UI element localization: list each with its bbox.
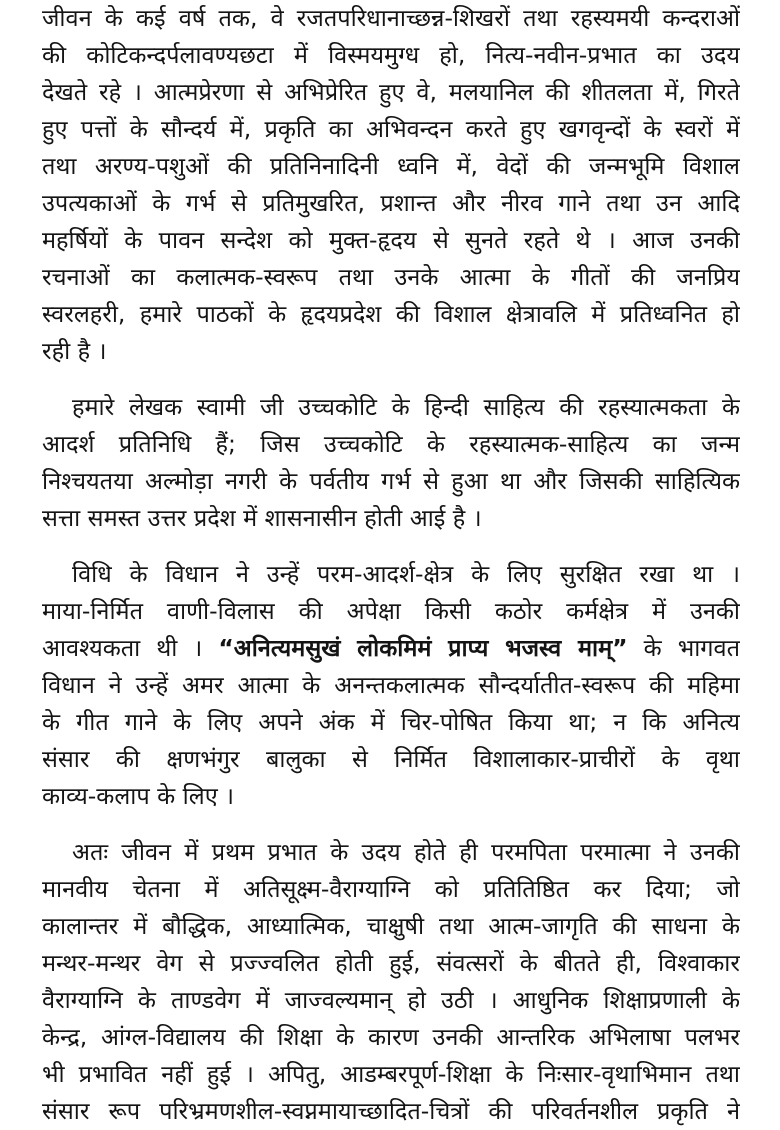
paragraph-gap xyxy=(42,537,740,556)
text-line: संसार रूप परिभ्रमणशील-स्वप्नमायाच्छादित-चित्रों की परिवर्तनशील प्रकृति ने xyxy=(42,1097,740,1125)
text-line: के गीत गाने के लिए अपने अंक में चिर-पोषित किया था; न कि अनित्य xyxy=(42,708,740,736)
paragraph-gap xyxy=(42,815,740,834)
text-line: काव्य-कलाप के लिए । xyxy=(42,782,235,810)
paragraph-3 xyxy=(42,556,740,815)
text-line: देखते रहे । आत्मप्रेरणा से अभिप्रेरित हुए वे, मलयानिल की शीतलता में, गिरते xyxy=(42,78,740,106)
text-line: उपत्यकाओं के गर्भ से प्रतिमुखरित, प्रशान्त और नीरव गाने तथा उन आदि xyxy=(42,189,740,217)
text-line: केन्द्र, आंग्ल-विद्यालय की शिक्षा के कारण उनकी आन्तरिक अभिलाषा पलभर xyxy=(42,1023,740,1051)
text-line: वैराग्याग्नि के ताण्डवेग में जाज्वल्यमान् हो उठी । आधुनिक शिक्षाप्रणाली के xyxy=(42,986,740,1014)
text-line: महर्षियों के पावन सन्देश को मुक्त-हृदय से सुनते रहते थे । आज उनकी xyxy=(42,226,740,254)
text-line: जीवन के कई वर्ष तक, वे रजतपरिधानाच्छन्न-शिखरों तथा रहस्यमयी कन्दराओं xyxy=(42,4,740,32)
text-line-with-quote xyxy=(42,630,740,667)
text-line: निश्चयतया अल्मोड़ा नगरी के पर्वतीय गर्भ से हुआ था और जिसकी साहित्यिक xyxy=(42,467,740,495)
paragraph-4 xyxy=(42,834,740,1130)
text-line: मानवीय चेतना में अतिसूक्ष्म-वैराग्याग्नि को प्रतितिष्ठित कर दिया; जो xyxy=(42,875,740,903)
text-line: माया-निर्मित वाणी-विलास की अपेक्षा किसी कठोर कर्मक्षेत्र में उनकी xyxy=(42,597,740,625)
text-line: की कोटिकन्दर्पलावण्यछटा में विस्मयमुग्ध हो, नित्य-नवीन-प्रभात का उदय xyxy=(42,41,740,69)
text-line: आदर्श प्रतिनिधि हैं; जिस उच्चकोटि के रहस्यात्मक-साहित्य का जन्म xyxy=(42,430,740,458)
text-line: संसार की क्षणभंगुर बालुका से निर्मित विशालाकार-प्राचीरों के वृथा xyxy=(42,745,740,773)
text-line: भी प्रभावित नहीं हुई । अपितु, आडम्बरपूर्ण-शिक्षा के निःसार-वृथाभिमान तथा xyxy=(42,1060,740,1088)
paragraph-2 xyxy=(42,389,740,537)
text-line: विधि के विधान ने उन्हें परम-आदर्श-क्षेत्र के लिए सुरक्षित रखा था । xyxy=(72,560,740,588)
text-line: सत्ता समस्त उत्तर प्रदेश में शासनासीन होती आई है । xyxy=(42,504,482,532)
text-line: अतः जीवन में प्रथम प्रभात के उदय होते ही परमपिता परमात्मा ने उनकी xyxy=(72,838,740,866)
paragraph-1 xyxy=(42,0,740,370)
text-line: स्वरलहरी, हमारे पाठकों के हृदयप्रदेश की विशाल क्षेत्रावलि में प्रतिध्वनित हो xyxy=(42,300,740,328)
text-line: हमारे लेखक स्वामी जी उच्चकोटि के हिन्दी साहित्य की रहस्यात्मकता के xyxy=(72,393,740,421)
text-line: रचनाओं का कलात्मक-स्वरूप तथा उनके आत्मा के गीतों की जनप्रिय xyxy=(42,263,740,291)
text-line: तथा अरण्य-पशुओं की प्रतिनिनादिनी ध्वनि में, वेदों की जन्मभूमि विशाल xyxy=(42,152,740,180)
text-line: मन्थर-मन्थर वेग से प्रज्ज्वलित होती हुई, संवत्सरों के बीतते ही, विश्वाकार xyxy=(42,949,740,977)
sanskrit-quote: “अनित्यमसुखं लोकमिमं प्राप्य भजस्व माम्” xyxy=(218,634,628,662)
text-line: रही है । xyxy=(42,337,107,365)
text-line: हुए पत्तों के सौन्दर्य में, प्रकृति का अभिवन्दन करते हुए खगवृन्दों के स्वरों में xyxy=(42,115,740,143)
paragraph-gap xyxy=(42,370,740,389)
quote-line-after: के भागवत xyxy=(627,634,740,662)
text-line: कालान्तर में बौद्धिक, आध्यात्मिक, चाक्षुषी तथा आत्म-जागृति की साधना के xyxy=(42,912,740,940)
text-line: विधान ने उन्हें अमर आत्मा के अनन्तकलात्मक सौन्दर्यातीत-स्वरूप की महिमा xyxy=(42,671,740,699)
quote-line-before: आवश्यकता थी । xyxy=(42,634,219,662)
